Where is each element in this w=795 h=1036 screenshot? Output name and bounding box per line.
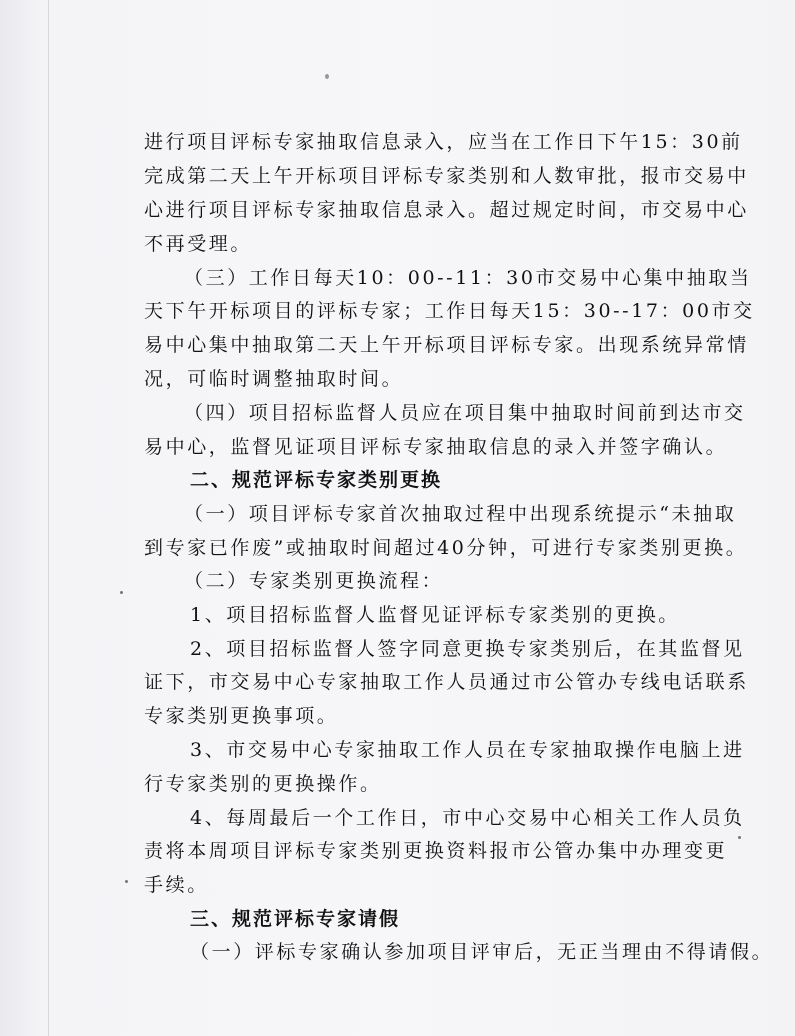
- section-heading: 三、规范评标专家请假: [190, 908, 401, 930]
- text-line: 心进行项目评标专家抽取信息录入。超过规定时间，市交易中心: [144, 199, 749, 221]
- scan-speck: [125, 880, 128, 883]
- text-line: 进行项目评标专家抽取信息录入，应当在工作日下午15：30前: [144, 131, 743, 153]
- text-line: 证下，市交易中心专家抽取工作人员通过市公管办专线电话联系: [144, 671, 749, 693]
- text-line: 4、每周最后一个工作日，市中心交易中心相关工作人员负: [190, 807, 745, 829]
- text-line: （三）工作日每天10：00--11：30市交易中心集中抽取当: [184, 267, 752, 289]
- text-line: 完成第二天上午开标项目评标专家类别和人数审批，报市交易中: [144, 165, 749, 187]
- section-heading: 二、规范评标专家类别更换: [190, 469, 443, 491]
- text-line: （一）评标专家确认参加项目评审后，无正当理由不得请假。: [190, 941, 774, 963]
- text-line: 易中心，监督见证项目评标专家抽取信息的录入并签字确认。: [144, 436, 728, 458]
- scan-speck: [120, 591, 123, 594]
- text-line: （二）专家类别更换流程：: [184, 570, 444, 592]
- text-line: 专家类别更换事项。: [144, 705, 339, 727]
- text-line: 易中心集中抽取第二天上午开标项目评标专家。出现系统异常情: [144, 334, 749, 356]
- text-line: （四）项目招标监督人员应在项目集中抽取时间前到达市交: [184, 402, 746, 424]
- page-edge-shadow: [48, 0, 49, 1036]
- text-line: 不再受理。: [144, 233, 253, 255]
- text-line: 天下午开标项目的评标专家；工作日每天15：30--17：00市交: [144, 300, 755, 322]
- scan-speck: [738, 836, 741, 839]
- text-line: 1、项目招标监督人监督见证评标专家类别的更换。: [190, 604, 680, 626]
- text-line: 行专家类别的更换操作。: [144, 773, 382, 795]
- text-line: 到专家已作废”或抽取时间超过40分钟，可进行专家类别更换。: [144, 537, 748, 559]
- scan-speck: [325, 74, 329, 79]
- text-line: 责将本周项目评标专家类别更换资料报市公管办集中办理变更: [144, 840, 728, 862]
- text-line: 2、项目招标监督人签字同意更换专家类别后，在其监督见: [190, 638, 745, 660]
- text-line: 手续。: [144, 874, 209, 896]
- text-line: 况，可临时调整抽取时间。: [144, 368, 404, 390]
- text-line: 3、市交易中心专家抽取工作人员在专家抽取操作电脑上进: [190, 739, 745, 761]
- text-line: （一）项目评标专家首次抽取过程中出现系统提示“未抽取: [184, 503, 737, 525]
